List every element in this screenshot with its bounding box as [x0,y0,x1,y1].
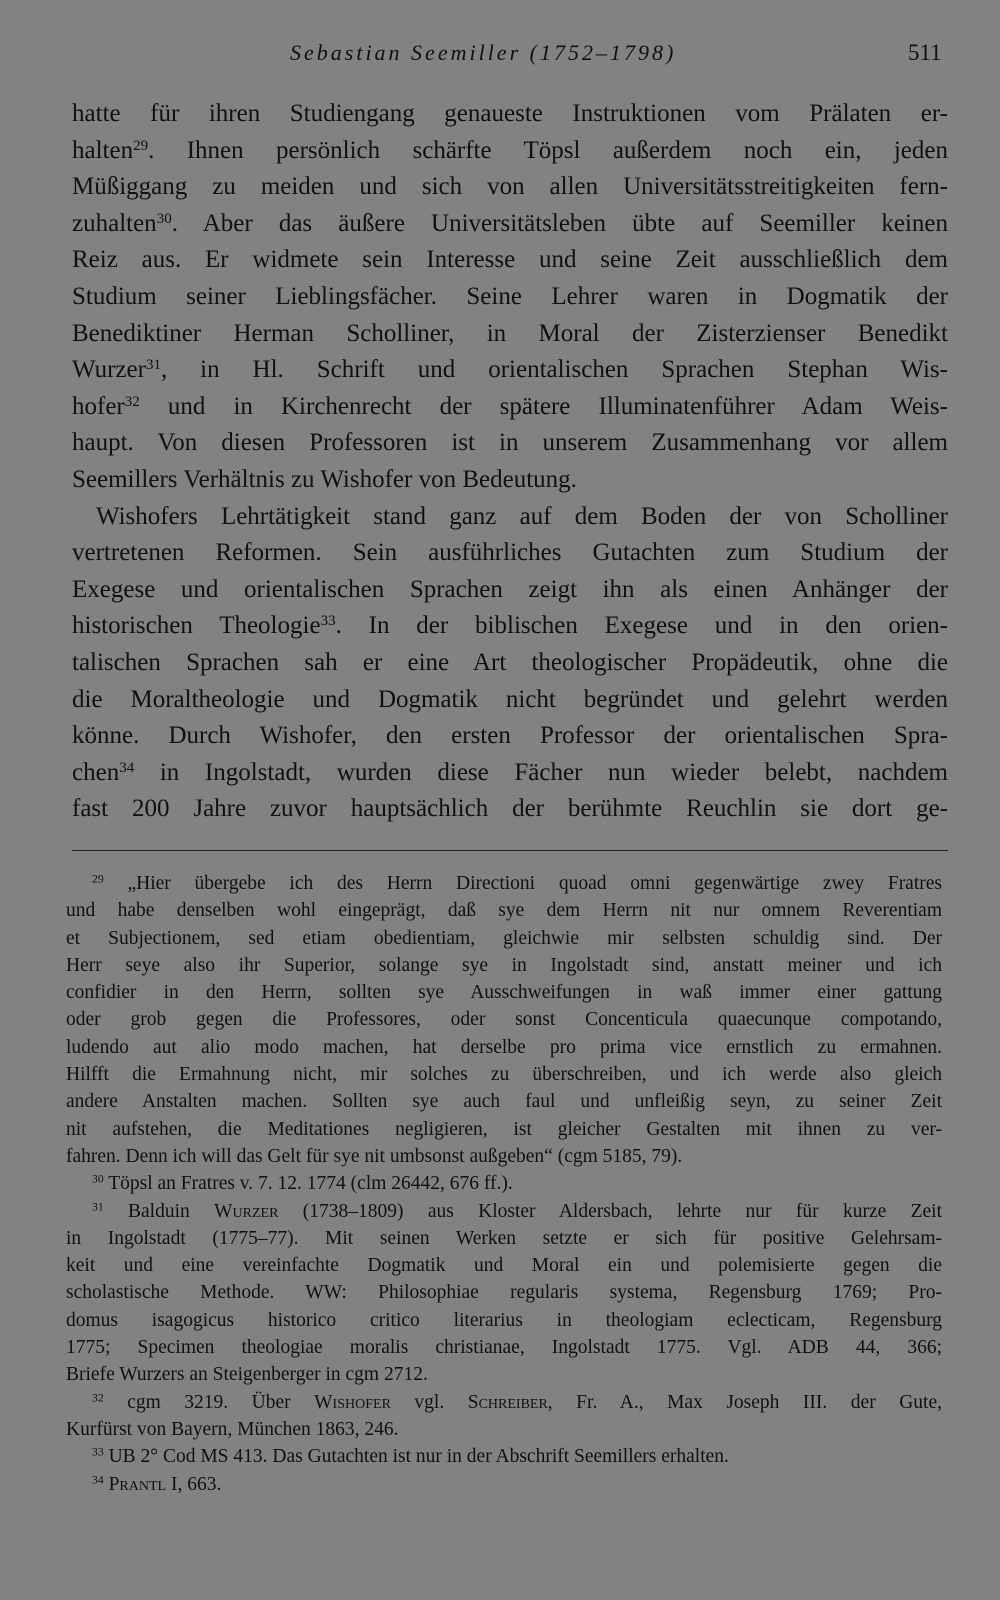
author-name: Prantl [108,1473,167,1495]
text-line: könne. Durch Wishofer, den ersten Professor der orientalischen Spra- [72,722,948,750]
footnote-30 [66,1170,942,1197]
author-name: Wurzer [214,1200,279,1222]
author-name: Schreiber [467,1391,548,1413]
page-number: 511 [908,40,942,65]
footnote-line: confidier in den Herrn, sollten sye Ausschweifungen in waß immer einer gattung [66,982,942,1004]
text-line: Exegese und orientalischen Sprachen zeigt ihn als einen Anhänger der [72,575,948,603]
footnote-line: $^{34}$ Prantl I, 663. [92,1473,222,1495]
footnote-32 [66,1389,942,1444]
footnote-line: $^{31}$ Balduin Wurzer (1738–1809) aus Kloster Aldersbach, lehrte nur für kurze Zeit [92,1200,942,1222]
footnote-number: 29 [92,872,104,886]
footnote-line: oder grob gegen die Professores, oder sonst Concenticula quaecunque compotando, [66,1009,942,1031]
text-line: Benediktiner Herman Scholliner, in Moral der Zisterzienser Benedikt [72,319,948,347]
text-line: historischen Theologie$^{33}$. In der biblischen Exegese und in den orien- [72,612,949,640]
footnote-34 [66,1471,942,1498]
footnote-number: 32 [92,1391,104,1405]
footnote-ref[interactable]: 33 [320,613,336,630]
text-line: hatte für ihren Studiengang genaueste Instruktionen vom Prälaten er- [72,100,948,127]
text-line: Müßiggang zu meiden und sich von allen Universitätsstreitigkeiten fern- [72,173,948,201]
footnote-line: domus isagogicus historico critico literarius in theologiam eclecticam, Regensburg [66,1309,942,1331]
paragraph-1 [72,96,948,499]
footnote-number: 33 [92,1445,104,1459]
footnote-number: 30 [92,1172,104,1186]
text-line: Studium seiner Lieblingsfächer. Seine Lehrer waren in Dogmatik der [72,282,948,310]
footnote-line: $^{32}$ cgm 3219. Über Wishofer vgl. Schreiber, Fr. A., Max Joseph III. der Gute, [92,1391,942,1413]
text-line: zuhalten$^{30}$. Aber das äußere Universitätsleben übte auf Seemiller keinen [72,209,948,237]
footnote-number: 31 [92,1200,104,1214]
footnote-line: $^{29}$ „Hier übergebe ich des Herrn Directioni quoad omni gegenwärtige zwey Fratres [92,872,942,894]
text-line: haupt. Von diesen Professoren ist in unserem Zusammenhang vor allem [72,429,948,457]
footnote-number: 34 [92,1473,104,1487]
footnote-31 [66,1198,942,1389]
text-line: Seemillers Verhältnis zu Wishofer von Bedeutung. [72,465,577,493]
footnote-line: Kurfürst von Bayern, München 1863, 246. [66,1418,399,1440]
text-line: Wurzer$^{31}$, in Hl. Schrift und orientalischen Sprachen Stephan Wis- [72,356,948,384]
text-line: Reiz aus. Er widmete sein Interesse und seine Zeit ausschließlich dem [72,246,948,274]
text-line: fast 200 Jahre zuvor hauptsächlich der berühmte Reuchlin sie dort ge- [72,795,948,823]
footnote-ref[interactable]: 31 [145,356,161,373]
footnotes [66,870,942,1498]
footnote-line: Hilfft die Ermahnung nicht, mir solches zu überschreiben, und ich werde also gleich [66,1064,942,1086]
text-line: talischen Sprachen sah er eine Art theologischer Propädeutik, ohne die [72,648,948,676]
paragraph-2 [72,499,948,828]
footnote-line: scholastische Methode. WW: Philosophiae regularis systema, Regensburg 1769; Pro- [66,1282,942,1304]
text-line: chen$^{34}$ in Ingolstadt, wurden diese Fächer nun wieder belebt, nachdem [72,758,948,786]
footnote-line: Briefe Wurzers an Steigenberger in cgm 2712. [66,1364,428,1386]
footnote-line: ludendo aut alio modo machen, hat derselbe pro prima vice ernstlich zu ermahnen. [66,1036,942,1058]
footnote-line: und habe denselben wohl eingeprägt, daß sye dem Herrn nit nur omnem Reverentiam [66,900,942,922]
footnote-ref[interactable]: 34 [119,759,135,776]
footnote-line: $^{33}$ UB 2° Cod MS 413. Das Gutachten ist nur in der Abschrift Seemillers erhalten. [92,1445,729,1468]
text-line: vertretenen Reformen. Sein ausführliches Gutachten zum Studium der [72,539,948,567]
page-header [0,30,1000,70]
text-line: Wishofers Lehrtätigkeit stand ganz auf dem Boden der von Scholliner [96,502,948,530]
footnote-29 [66,870,942,1170]
text-line: halten$^{29}$. Ihnen persönlich schärfte Töpsl außerdem noch ein, jeden [72,136,948,164]
text-line: hofer$^{32}$ und in Kirchenrecht der spätere Illuminatenführer Adam Weis- [72,392,948,420]
footnote-line: in Ingolstadt (1775–77). Mit seinen Werken setzte er sich für positive Gelehrsam- [66,1227,942,1249]
footnote-ref[interactable]: 32 [124,393,140,410]
footnote-line: keit und eine vereinfachte Dogmatik und Moral ein und polemisierte gegen die [66,1255,942,1277]
footnote-line: andere Anstalten machen. Sollten sye auch faul und unfleißig seyn, zu seiner Zeit [66,1091,942,1113]
footnote-33 [66,1443,942,1470]
footnote-ref[interactable]: 29 [133,137,149,154]
footnote-divider [72,850,948,851]
text-line: die Moraltheologie und Dogmatik nicht begründet und gelehrt werden [72,685,948,713]
author-name: Wishofer [314,1391,391,1413]
footnote-line: nit aufstehen, die Meditationes negligieren, ist gleicher Gestalten mit ihnen zu ver- [66,1118,942,1140]
footnote-line: $^{30}$ Töpsl an Fratres v. 7. 12. 1774 (clm 26442, 676 ff.). [92,1172,513,1195]
footnote-line: 1775; Specimen theologiae moralis christianae, Ingolstadt 1775. Vgl. ADB 44, 366; [66,1337,942,1359]
running-head: Sebastian Seemiller (1752–1798) [290,40,677,65]
footnote-ref[interactable]: 30 [156,210,172,227]
footnote-line: fahren. Denn ich will das Gelt für sye nit umbsonst außgeben“ (cgm 5185, 79). [66,1145,683,1167]
footnote-line: et Subjectionem, sed etiam obedientiam, gleichwie mir selbsten schuldig sind. Der [66,927,942,949]
main-text [72,96,948,828]
footnote-line: Herr seye also ihr Superior, solange sye in Ingolstadt sind, anstatt meiner und ich [66,954,942,976]
